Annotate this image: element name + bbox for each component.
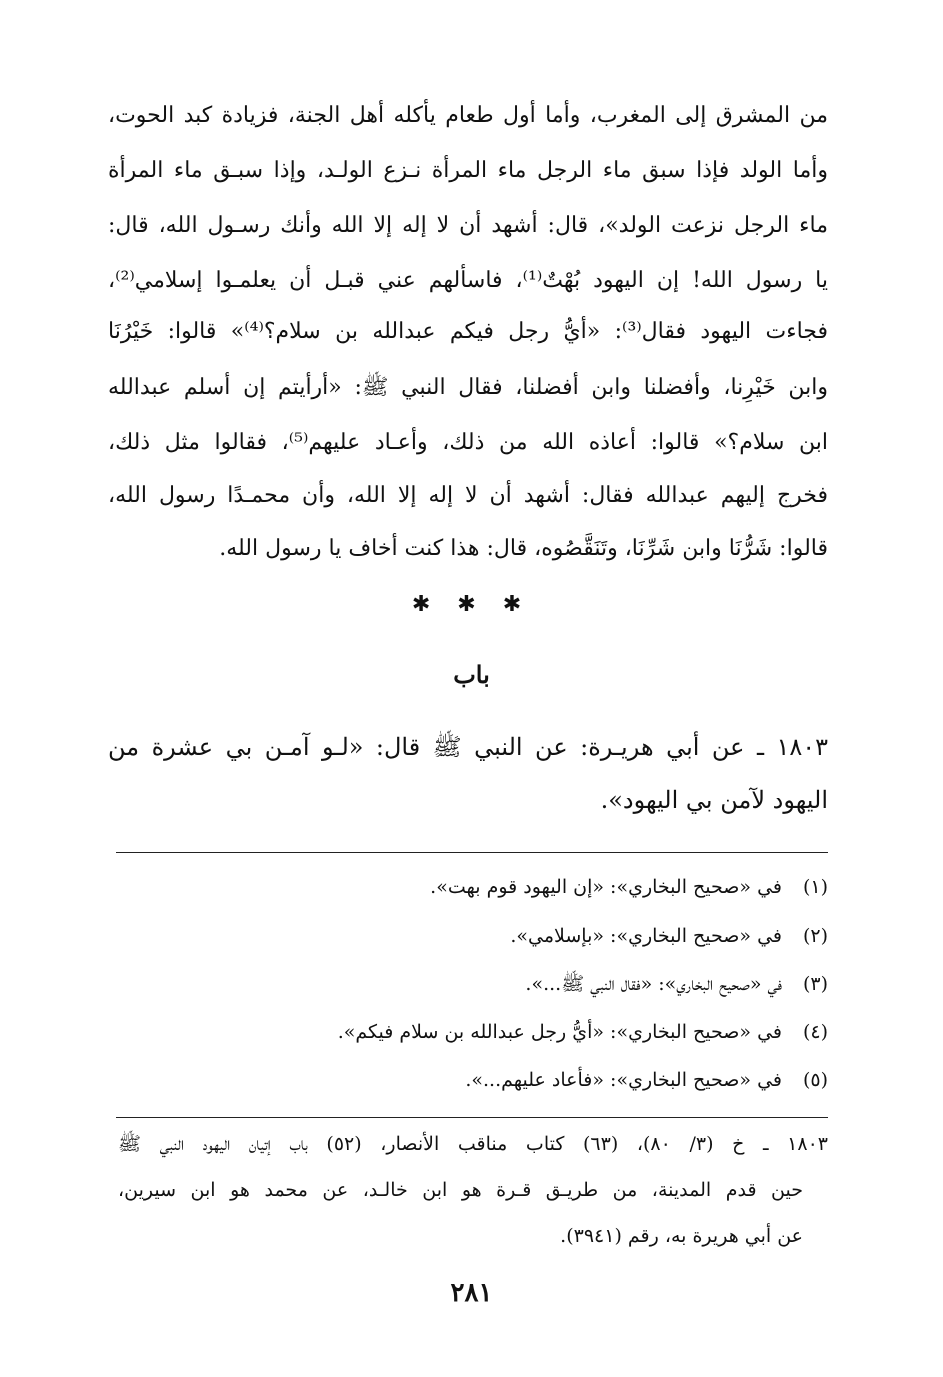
body-line: وأما الولد فإذا سبق ماء الرجل ماء المرأة نـزع الولـد، وإذا سبـق ماء المرأة (108, 158, 828, 183)
footnote-text: في «صحيح البخاري»: «فقال النبي ﷺ...». (525, 973, 782, 995)
footnote (128, 922, 828, 950)
body-line: فخرج إليهم عبدالله فقال: أشهد أن لا إله إلا الله، وأن محمـدًا رسول الله، (108, 483, 828, 508)
body-line: يا رسول الله! إن اليهود بُهْتٌ⁽¹⁾، فاسألهم عني قبـل أن يعلمـوا إسلامي⁽²⁾، (108, 268, 828, 293)
chapter-heading: باب (453, 660, 490, 689)
footnote-text: في «صحيح البخاري»: «إن اليهود قوم بهت». (430, 876, 782, 898)
footnote-rule (116, 852, 828, 853)
footnote-number: (٤) (802, 1021, 828, 1043)
section-separator: ✱ ✱ ✱ (411, 592, 532, 617)
footnote-text: في «صحيح البخاري»: «أيُّ رجل عبدالله بن سلام فيكم». (337, 1021, 782, 1043)
page-number: ٢٨١ (450, 1278, 493, 1308)
hadith-line: ١٨٠٣ ـ عن أبي هريـرة: عن النبي ﷺ قال: «لـو آمـن بي عشرة من (108, 733, 828, 761)
footnote-number: (٢) (802, 925, 828, 947)
body-line: وابن خَيْرِنا، وأفضلنا وابن أفضلنا، فقال النبي ﷺ: «أرأيتم إن أسلم عبدالله (108, 375, 828, 400)
footnote-text: في «صحيح البخاري»: «بإسلامي». (510, 925, 782, 947)
footnote (128, 1018, 828, 1046)
source-rule (116, 1117, 828, 1118)
footnote-number: (٣) (802, 973, 828, 995)
body-line: من المشرق إلى المغرب، وأما أول طعام يأكله أهل الجنة، فزيادة كبد الحوت، (108, 103, 828, 128)
footnote-text: في «صحيح البخاري»: «فأعاد عليهم...». (465, 1069, 782, 1091)
footnote (128, 873, 828, 901)
body-line: ماء الرجل نزعت الولد»، قال: أشهد أن لا إله إلا الله وأنك رسـول الله، قال: (108, 213, 828, 238)
footnote (128, 970, 828, 998)
body-line: قالوا: شَرُّنَا وابن شَرِّنَا، وتَنَقَّصُوه، قال: هذا كنت أخاف يا رسول الله. (219, 536, 828, 561)
footnote-number: (١) (802, 876, 828, 898)
hadith-line: اليهود لآمن بي اليهود». (600, 786, 828, 814)
footnote-number: (٥) (802, 1069, 828, 1091)
source-line: عن أبي هريرة به، رقم (٣٩٤١). (560, 1225, 803, 1247)
body-line: فجاءت اليهود فقال⁽³⁾: «أيُّ رجل فيكم عبدالله بن سلام؟⁽⁴⁾» قالوا: خَيْرُنَا (108, 319, 828, 344)
source-line: حين قدم المدينة، من طريـق قـرة هو ابن خالـد، عن محمد هو ابن سيرين، (118, 1179, 803, 1201)
footnote (128, 1066, 828, 1094)
body-line: ابن سلام؟» قالوا: أعاذه الله من ذلك، وأعـاد عليهم⁽⁵⁾، فقالوا مثل ذلك، (108, 430, 828, 455)
source-line: ١٨٠٣ ـ خ (٣/ ٨٠)، (٦٣) كتاب مناقب الأنصار، (٥٢) باب إتيان اليهود النبي ﷺ (118, 1133, 828, 1155)
